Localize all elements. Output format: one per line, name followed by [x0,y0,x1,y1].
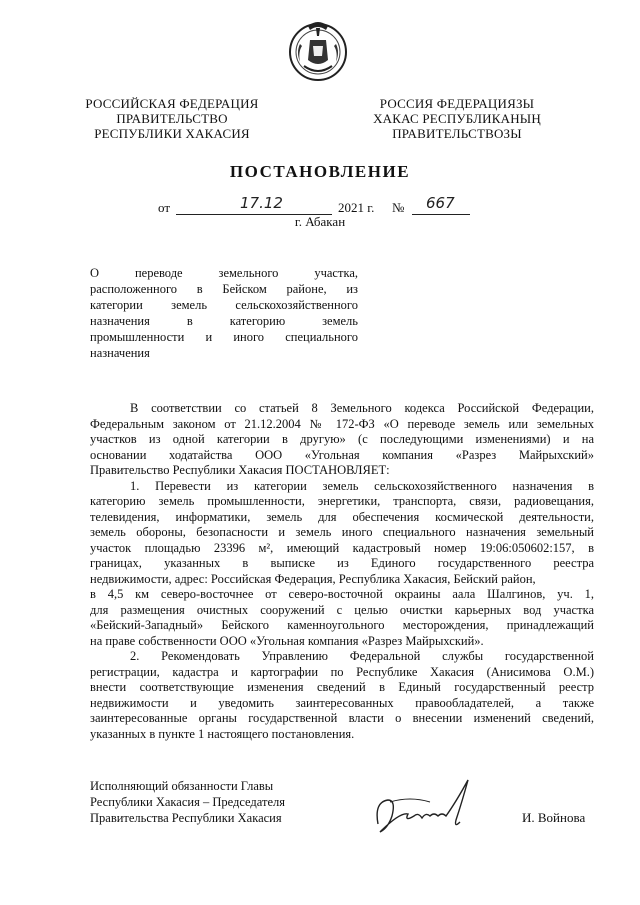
header-right-line: ПРАВИТЕЛЬСТВОЗЫ [392,126,522,141]
subject-line: расположенного в Бейском районе, из [90,282,358,296]
document-title: ПОСТАНОВЛЕНИЕ [229,162,411,181]
body-line: на праве собственности ООО «Угольная компания «Разрез Майрыхский». [90,633,484,648]
body-line: 2. Рекомендовать Управлению Федеральной службы государственной [130,649,594,663]
subject-line: назначения в категорию земель [90,314,358,328]
body-line: 1. Перевести из категории земель сельскохозяйственного назначения в [130,478,594,493]
signatory-name: И. Войнова [522,810,586,825]
header-right-line: РОССИЯ ФЕДЕРАЦИЯЗЫ [379,96,535,111]
date-handwritten: 17.12 [240,194,283,212]
signatory-title-line: Правительства Республики Хакасия [90,811,282,825]
body-line: в 4,5 км северо-восточнее от северо-восточной окраины аала Шалгинов, уч. 1, [90,587,594,601]
body-line: земель обороны, безопасности и земель иного специального назначения земельный [90,525,594,539]
body-line: недвижимости и уведомить заинтересованных правообладателей, а также [90,695,594,710]
document-subject [90,265,358,361]
body-line: для размещения очистных сооружений с целью очистки карьерных вод участка [90,602,594,617]
header-left-line: РОССИЙСКАЯ ФЕДЕРАЦИЯ [85,96,259,111]
body-line: участок площадью 23396 м², имеющий кадастровый номер 19:06:050602:157, в [90,540,594,555]
body-line: регистрации, кадастра и картографии по Республике Хакасия (Анисимова О.М.) [90,664,594,679]
body-line: Правительство Республики Хакасия ПОСТАНОВЛЯЕТ: [90,463,390,477]
body-line: В соответствии со статьей 8 Земельного кодекса Российской Федерации, [130,401,594,415]
signatory-title-line: Республики Хакасия – Председателя [90,795,286,809]
subject-line: категории земель сельскохозяйственного [90,298,358,312]
body-line: телевидения, информатики, земель для обеспечения космической деятельности, [90,509,594,524]
document-body [90,401,594,742]
body-line: указанных в пункте 1 настоящего постановления. [90,726,355,741]
number-handwritten: 667 [426,194,455,212]
header-right-line: ХАКАС РЕСПУБЛИКАНЫҢ [373,111,541,126]
body-line: заинтересованные органы государственной власти о внесении изменений сведений, [90,711,594,725]
date-prefix: от [158,200,171,215]
body-line: «Бейский-Западный» Бейского каменноугольного месторождения, принадлежащий [90,618,594,632]
body-line: основании ходатайства ООО «Угольная компания «Разрез Майрыхский» [90,447,594,462]
body-line: участков из одной категории в другую» (с последующими изменениями) и на [90,432,594,446]
signatory-title-line: Исполняющий обязанности Главы [90,779,274,793]
year-text: 2021 г. [338,200,375,215]
city: г. Абакан [294,214,346,229]
subject-line: О переводе земельного участка, [90,266,358,280]
coat-of-arms-emblem [286,16,350,84]
body-line: категорию земель промышленности, энергетики, транспорта, связи, радиовещания, [90,494,594,508]
header-left-line: ПРАВИТЕЛЬСТВО [116,111,228,126]
subject-line: промышленности и иного специального [90,330,358,344]
header-right [352,96,562,141]
header-left [72,96,272,141]
body-line: Федеральным законом от 21.12.2004 № 172-ФЗ «О переводе земель или земельных [90,416,594,431]
signature-block [90,778,285,826]
body-line: внести соответствующие изменения сведений в Единый государственный реестр [90,680,594,694]
number-sign: № [392,200,405,215]
body-line: границах, указанных в выписке из Единого государственного реестра [90,556,594,570]
header-left-line: РЕСПУБЛИКИ ХАКАСИЯ [94,126,250,141]
body-line: недвижимости, адрес: Российская Федерация, Республика Хакасия, Бейский район, [90,571,536,586]
subject-line: назначения [90,346,150,360]
handwritten-signature [370,772,490,842]
